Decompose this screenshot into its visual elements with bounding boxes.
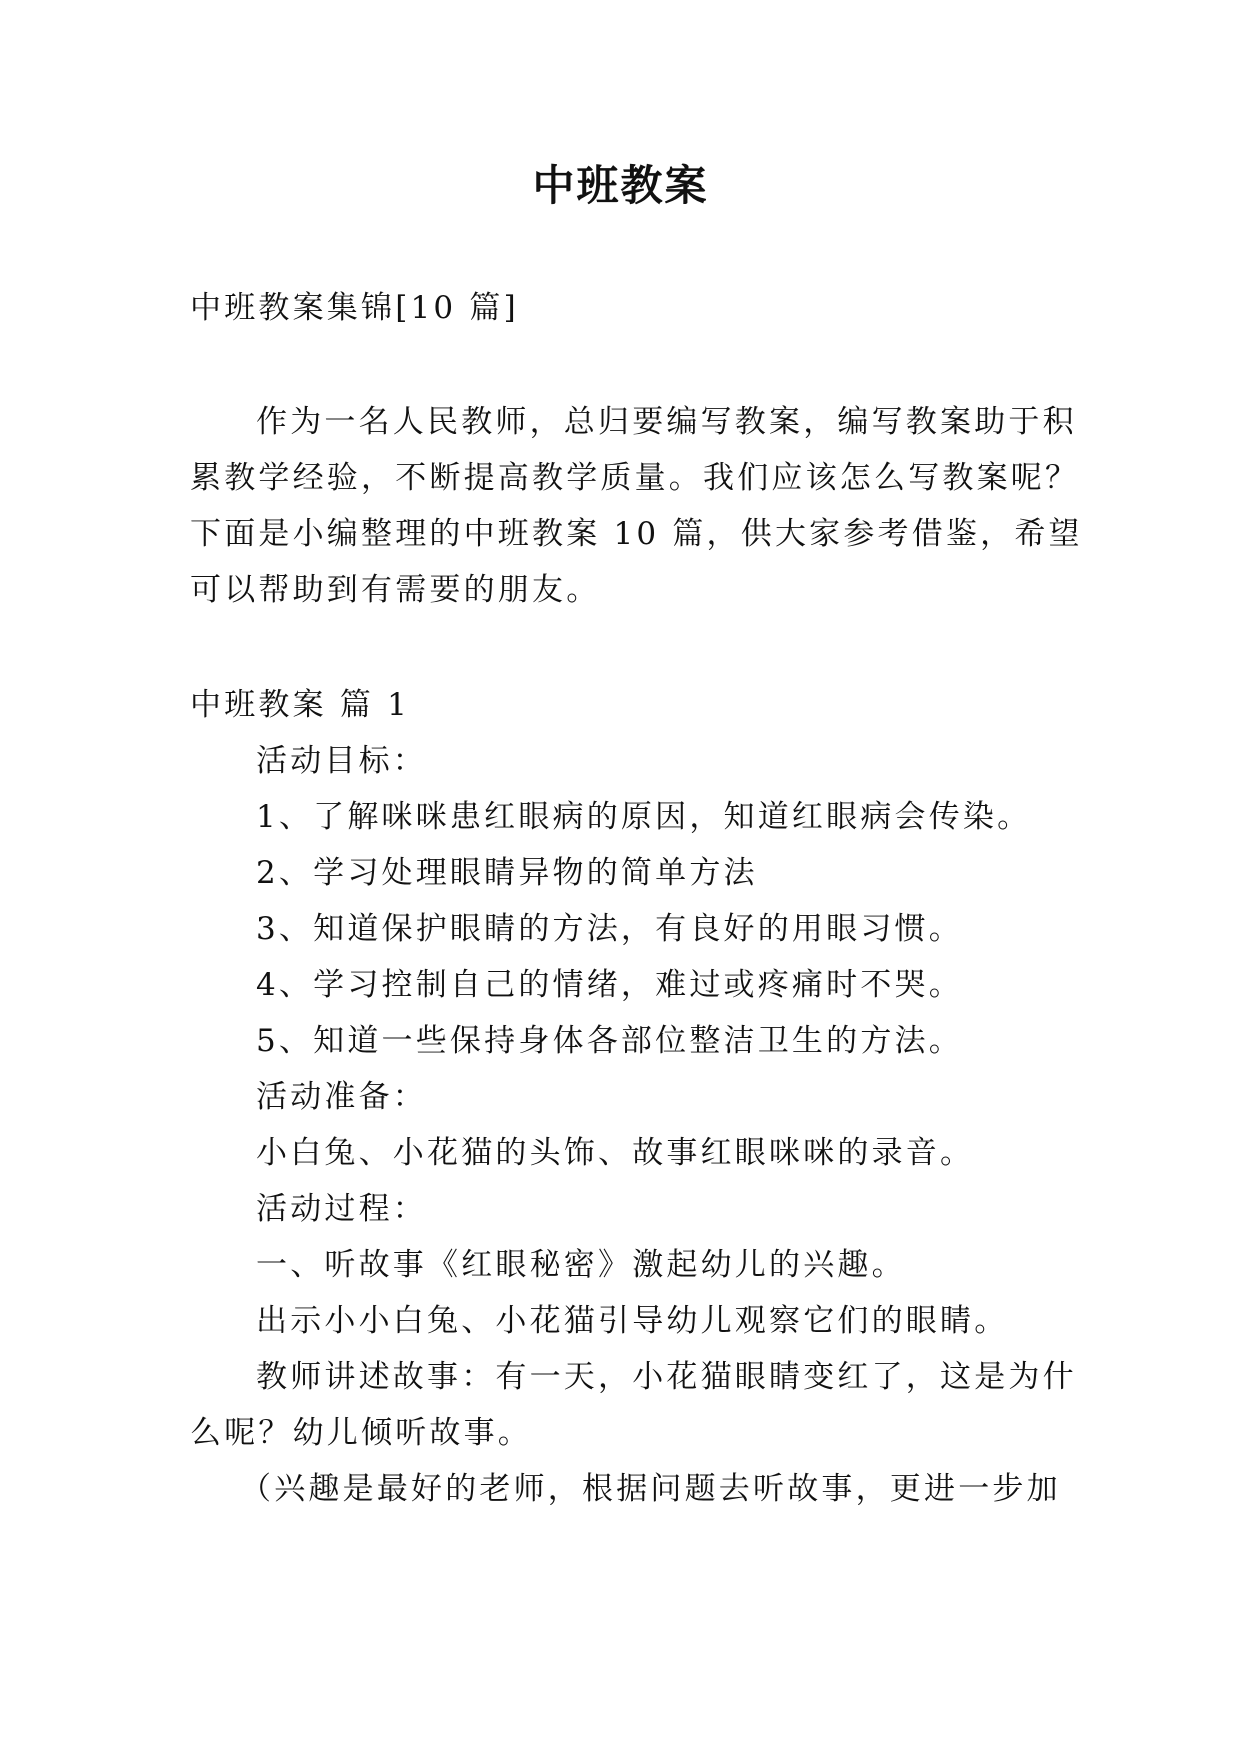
goal-item-4: 4、学习控制自己的情绪，难过或疼痛时不哭。 xyxy=(256,967,963,1003)
process-line-1: 一、听故事《红眼秘密》激起幼儿的兴趣。 xyxy=(256,1247,906,1283)
prep-text: 小白兔、小花猫的头饰、故事红眼咪咪的录音。 xyxy=(256,1135,975,1171)
process-label: 活动过程： xyxy=(256,1191,427,1227)
section-heading: 中班教案 篇 1 xyxy=(190,687,411,723)
goal-item-5: 5、知道一些保持身体各部位整洁卫生的方法。 xyxy=(256,1023,963,1059)
goal-item-1: 1、了解咪咪患红眼病的原因，知道红眼病会传染。 xyxy=(256,799,1032,835)
intro-line-4: 可以帮助到有需要的朋友。 xyxy=(190,572,601,608)
goal-item-3: 3、知道保护眼睛的方法，有良好的用眼习惯。 xyxy=(256,911,963,947)
process-line-4: 么呢？幼儿倾听故事。 xyxy=(190,1415,532,1451)
goals-label: 活动目标： xyxy=(256,743,427,779)
page-title: 中班教案 xyxy=(532,161,709,210)
process-line-5: （兴趣是最好的老师，根据问题去听故事，更进一步加 xyxy=(240,1471,1061,1507)
intro-line-2: 累教学经验，不断提高教学质量。我们应该怎么写教案呢？ xyxy=(190,460,1080,496)
intro-line-1: 作为一名人民教师，总归要编写教案，编写教案助于积 xyxy=(256,404,1077,440)
prep-label: 活动准备： xyxy=(256,1079,427,1115)
document-subtitle: 中班教案集锦[10 篇] xyxy=(190,290,519,326)
process-line-2: 出示小小白兔、小花猫引导幼儿观察它们的眼睛。 xyxy=(256,1303,1009,1339)
process-line-3: 教师讲述故事：有一天，小花猫眼睛变红了，这是为什 xyxy=(256,1359,1077,1395)
goal-item-2: 2、学习处理眼睛异物的简单方法 xyxy=(256,855,758,891)
intro-line-3: 下面是小编整理的中班教案 10 篇，供大家参考借鉴，希望 xyxy=(190,516,1083,552)
